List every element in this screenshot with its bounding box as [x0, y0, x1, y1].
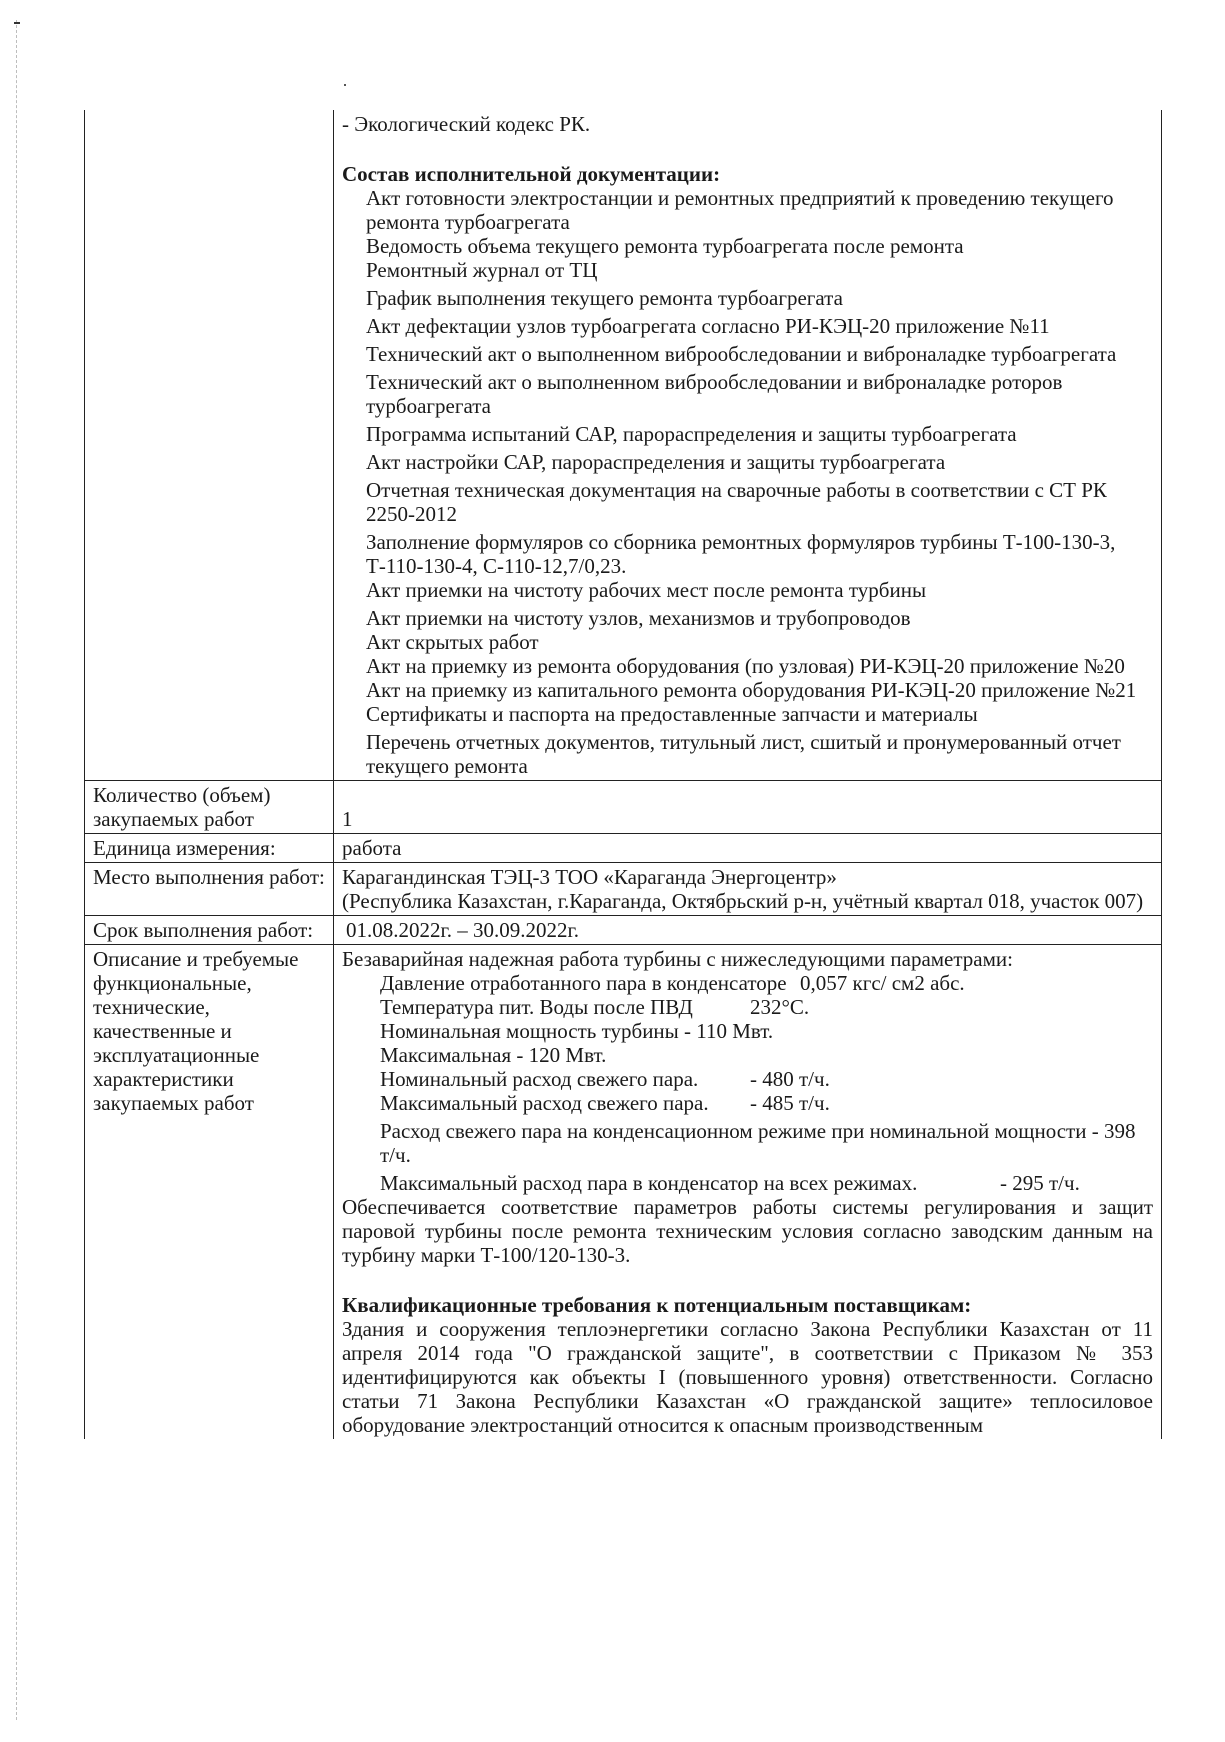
list-item: Сертификаты и паспорта на предоставленные запчасти и материалы [366, 702, 978, 726]
table-row [85, 863, 1162, 916]
list-item: Акт скрытых работ [366, 630, 539, 654]
documentation-heading: Состав исполнительной документации: [342, 162, 721, 186]
spec-table [84, 110, 1162, 1439]
list-item: График выполнения текущего ремонта турбоагрегата [366, 286, 843, 310]
list-item: Отчетная техническая документация на сварочные работы в соответствии с СТ РК 2250-2012 [366, 478, 1107, 526]
scan-edge-tick [14, 22, 20, 24]
list-item: Акт дефектации узлов турбоагрегата согласно РИ-КЭЦ-20 приложение №11 [366, 314, 1050, 338]
list-item: Ведомость объема текущего ремонта турбоагрегата после ремонта [366, 234, 964, 258]
param-name: Максимальная - 120 Мвт. [380, 1043, 607, 1067]
param-name: Расход свежего пара на конденсационном режиме при номинальной мощности - 398 т/ч. [380, 1119, 1136, 1167]
param-name: Температура пит. Воды после ПВД [380, 995, 693, 1019]
term-value: 01.08.2022г. – 30.09.2022г. [346, 918, 579, 942]
param-row [342, 995, 1153, 1019]
place-cell [334, 863, 1162, 916]
table-row [85, 945, 1162, 1440]
term-value-cell [334, 916, 1162, 945]
unit-label: Единица измерения: [85, 834, 334, 863]
list-item: Технический акт о выполненном виброобследовании и вибронaладке роторов турбоагрегата [366, 370, 1063, 418]
quantity-label: Количество (объем) закупаемых работ [85, 781, 334, 834]
list-item: Программа испытаний САР, парораспределения и защиты турбоагрегата [366, 422, 1017, 446]
quantity-value: 1 [342, 807, 353, 831]
param-name: Номинальная мощность турбины - 110 Мвт. [380, 1019, 774, 1043]
param-row [342, 1171, 1153, 1195]
list-item: Акт приемки на чистоту узлов, механизмов и трубопроводов [366, 606, 911, 630]
list-item: Технический акт о выполненном виброобследовании и вибронaладке турбоагрегата [366, 342, 1117, 366]
place-label: Место выполнения работ: [85, 863, 334, 916]
param-value: - 485 т/ч. [750, 1091, 830, 1115]
param-value: - 480 т/ч. [750, 1067, 830, 1091]
documentation-cell [334, 110, 1162, 781]
param-row [342, 1119, 1153, 1167]
quantity-value-cell [334, 781, 1162, 834]
param-value: - 295 т/ч. [1000, 1171, 1080, 1195]
list-item: Заполнение формуляров со сборника ремонтных формуляров турбины Т-100-130-3, Т-110-130-4, С-110-12,7/0,23. [366, 530, 1116, 578]
param-row [342, 1043, 1153, 1067]
param-row [342, 971, 1153, 995]
description-intro: Безаварийная надежная работа турбины с нижеследующими параметрами: [342, 947, 1013, 971]
place-line-1: Карагандинская ТЭЦ-3 ТОО «Караганда Энергоцентр» [342, 865, 837, 889]
term-label: Срок выполнения работ: [85, 916, 334, 945]
param-value: 0,057 кгс/ см2 абс. [800, 971, 965, 995]
param-name: Максимальный расход пара в конденсатор на всех режимах. [380, 1171, 918, 1195]
table-row [85, 916, 1162, 945]
list-item: Акт на приемку из ремонта оборудования (по узловая) РИ-КЭЦ-20 приложение №20 [366, 654, 1125, 678]
qualification-heading: Квалификационные требования к потенциальным поставщикам: [342, 1293, 972, 1317]
list-item: Акт на приемку из капитального ремонта оборудования РИ-КЭЦ-20 приложение №21 [366, 678, 1137, 702]
param-row [342, 1067, 1153, 1091]
param-name: Номинальный расход свежего пара. [380, 1067, 699, 1091]
param-name: Давление отработанного пара в конденсаторе [380, 971, 787, 995]
intro-item: - Экологический кодекс РК. [342, 112, 591, 136]
param-name: Максимальный расход свежего пара. [380, 1091, 709, 1115]
qualification-text: Здания и сооружения теплоэнергетики согласно Закона Республики Казахстан от 11 апреля 2014 года "О гражданской защите", в соответствии с Приказом № 353 идентифицируются как объекты I (повышенного уровня) ответственности. Согласно статьи 71 Закона Республики Казахстан «О гражданской защите» теплосиловое оборудование электростанций относится к опасным производственным [342, 1317, 1153, 1437]
empty-label-cell [85, 110, 334, 781]
param-value: 232°С. [750, 995, 810, 1019]
description-cell [334, 945, 1162, 1440]
scan-edge-line [16, 20, 18, 1720]
table-row [85, 110, 1162, 781]
list-item: Акт готовности электростанции и ремонтных предприятий к проведению текущего ремонта турбоагрегата [366, 186, 1114, 234]
scan-speck [344, 84, 346, 86]
list-item: Ремонтный журнал от ТЦ [366, 258, 598, 282]
description-label: Описание и требуемые функциональные, технические, качественные и эксплуатационные характеристики закупаемых работ [85, 945, 334, 1440]
place-line-2: (Республика Казахстан, г.Караганда, Октябрьский р-н, учётный квартал 018, участок 007) [342, 889, 1144, 913]
conformity-text: Обеспечивается соответствие параметров работы системы регулирования и защит паровой турбины после ремонта техническим условия согласно заводским данным на турбину марки Т-100/120-130-3. [342, 1195, 1153, 1267]
list-item: Перечень отчетных документов, титульный лист, сшитый и пронумерованный отчет текущего ремонта [366, 730, 1121, 778]
param-row [342, 1019, 1153, 1043]
list-item: Акт настройки САР, парораспределения и защиты турбоагрегата [366, 450, 946, 474]
param-row [342, 1091, 1153, 1115]
table-row [85, 834, 1162, 863]
unit-value: работа [334, 834, 1162, 863]
table-row [85, 781, 1162, 834]
list-item: Акт приемки на чистоту рабочих мест после ремонта турбины [366, 578, 927, 602]
